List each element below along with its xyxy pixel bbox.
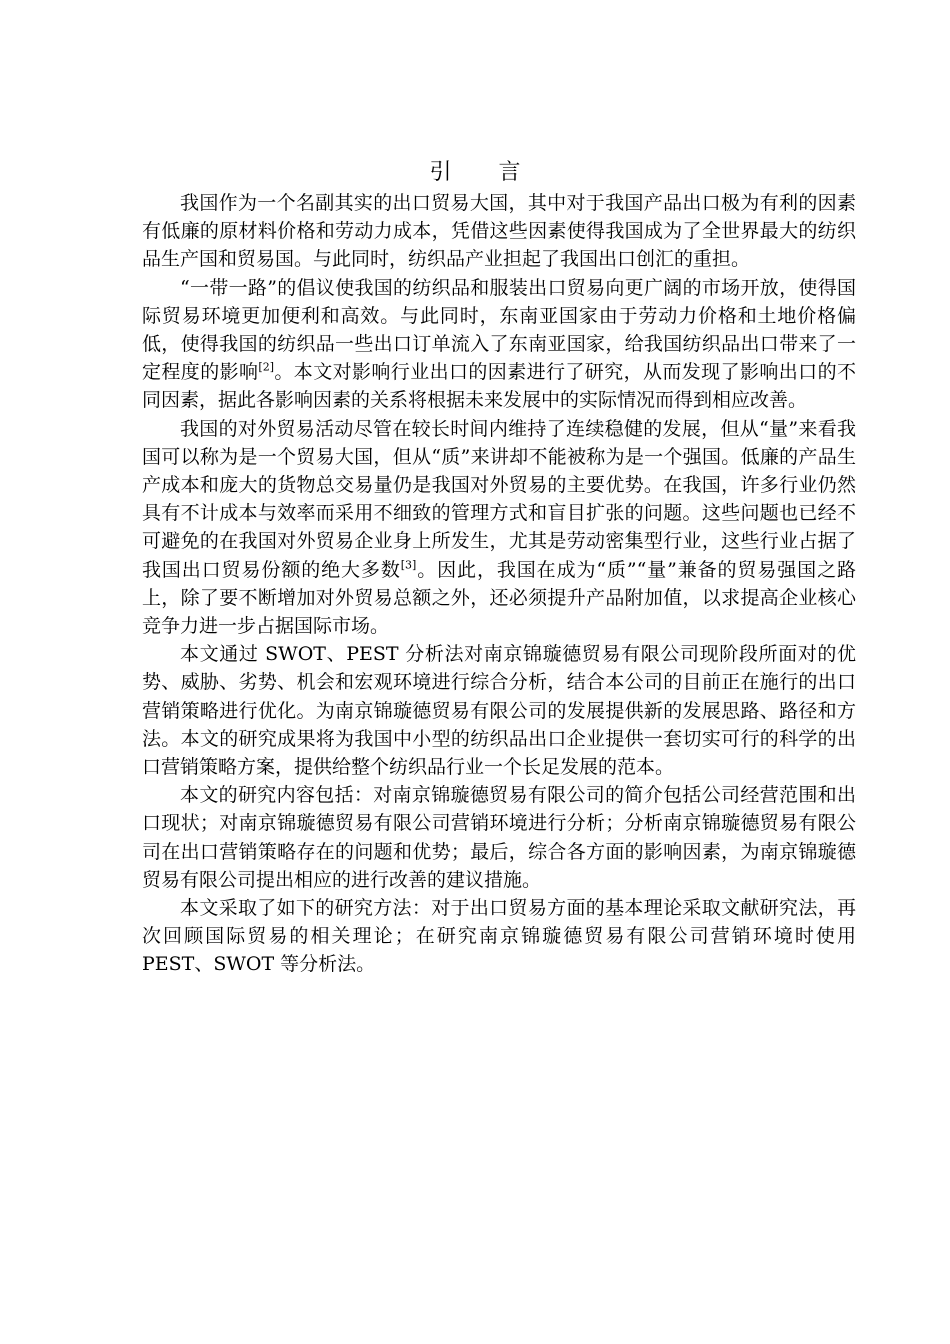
page-title: 引 言 (429, 160, 541, 185)
paragraph (142, 274, 856, 415)
paragraph-text: 。本文对影响行业出口的因素进行了研究，从而发现了影响出口的不同因素，据此各影响因素的关系将根据未来发展中的实际情况而得到相应改善。 (142, 361, 856, 412)
citation-ref: [3] (400, 558, 417, 572)
paragraph-text: 我国作为一个名副其实的出口贸易大国，其中对于我国产品出口极为有利的因素有低廉的原材料价格和劳动力成本，凭借这些因素使得我国成为了全世界最大的纺织品生产国和贸易国。与此同时，纺织品产业担起了我国出口创汇的重担。 (142, 192, 856, 271)
paragraph-text: 。因此，我国在成为“质”“量”兼备的贸易强国之路上，除了要不断增加对外贸易总额之外，还必须提升产品附加值，以求提高企业核心竞争力进一步占据国际市场。 (142, 558, 856, 638)
paragraph-text: “一带一路”的倡议使我国的纺织品和服装出口贸易向更广阔的市场开放，使得国际贸易环境更加便利和高效。与此同时，东南亚国家由于劳动力价格和土地价格偏低，使得我国的纺织品一些出口订单流入了东南亚国家，给我国纺织品出口带来了一定程度的影响 (142, 276, 856, 384)
paragraph (142, 640, 856, 781)
body-text (142, 189, 856, 979)
paragraph (142, 189, 856, 274)
paragraph (142, 415, 856, 641)
paragraph-text: 本文通过 SWOT、PEST 分析法对南京锦璇德贸易有限公司现阶段所面对的优势、威胁、劣势、机会和宏观环境进行综合分析，结合本公司的目前正在施行的出口营销策略进行优化。为南京锦璇德贸易有限公司的发展提供新的发展思路、路径和方法。本文的研究成果将为我国中小型的纺织品出口企业提供一套切实可行的科学的出口营销策略方案，提供给整个纺织品行业一个长足发展的范本。 (142, 643, 856, 779)
paragraph-text: 本文的研究内容包括：对南京锦璇德贸易有限公司的简介包括公司经营范围和出口现状；对南京锦璇德贸易有限公司营销环境进行分析；分析南京锦璇德贸易有限公司在出口营销策略存在的问题和优势；最后，综合各方面的影响因素，为南京锦璇德贸易有限公司提出相应的进行改善的建议措施。 (142, 784, 856, 891)
paragraph (142, 894, 856, 979)
citation-ref: [2] (258, 360, 274, 374)
paragraph-text: 本文采取了如下的研究方法：对于出口贸易方面的基本理论采取文献研究法，再次回顾国际贸易的相关理论；在研究南京锦璇德贸易有限公司营销环境时使用 PEST、SWOT 等分析法。 (142, 897, 856, 976)
paragraph (142, 781, 856, 894)
paragraph-text: 我国的对外贸易活动尽管在较长时间内维持了连续稳健的发展，但从“量”来看我国可以称为是一个贸易大国，但从“质”来讲却不能被称为是一个强国。低廉的产品生产成本和庞大的货物总交易量仍是我国对外贸易的主要优势。在我国，许多行业仍然具有不计成本与效率而采用不细致的管理方式和盲目扩张的问题。这些问题也已经不可避免的在我国对外贸易企业身上所发生，尤其是劳动密集型行业，这些行业占据了我国出口贸易份额的绝大多数 (142, 417, 856, 581)
